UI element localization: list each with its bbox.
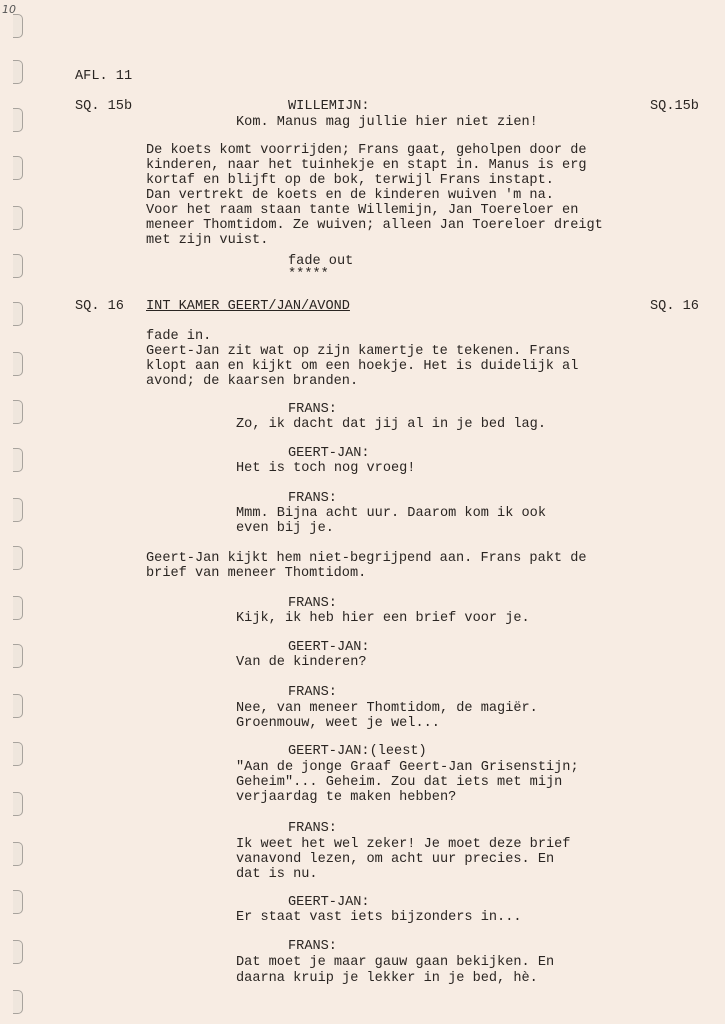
punch-hole bbox=[13, 14, 23, 38]
punch-hole bbox=[13, 792, 23, 816]
punch-hole bbox=[13, 108, 23, 132]
dialogue-line: even bij je. bbox=[236, 521, 334, 536]
action-line: avond; de kaarsen branden. bbox=[146, 374, 359, 389]
punch-hole bbox=[13, 940, 23, 964]
punch-hole bbox=[13, 302, 23, 326]
punch-hole bbox=[13, 890, 23, 914]
punch-hole bbox=[13, 990, 23, 1014]
speaker: FRANS: bbox=[288, 939, 337, 954]
dialogue-line: Geheim"... Geheim. Zou dat iets met mijn bbox=[236, 775, 563, 790]
dialogue-line: Het is toch nog vroeg! bbox=[236, 461, 416, 476]
action-line: fade in. bbox=[146, 329, 212, 344]
action-line: Dan vertrekt de koets en de kinderen wuiven 'm na. bbox=[146, 188, 554, 203]
dialogue-line: Kijk, ik heb hier een brief voor je. bbox=[236, 611, 530, 626]
scene-heading: INT KAMER GEERT/JAN/AVOND bbox=[146, 299, 350, 314]
binder-punch-strip bbox=[0, 0, 30, 1024]
dialogue-line: Groenmouw, weet je wel... bbox=[236, 716, 440, 731]
action-line: kortaf en blijft op de bok, terwijl Frans instapt. bbox=[146, 173, 554, 188]
punch-hole bbox=[13, 742, 23, 766]
scene-end-stars: ***** bbox=[288, 267, 329, 282]
dialogue-line: Van de kinderen? bbox=[236, 655, 367, 670]
action-line: kinderen, naar het tuinhekje en stapt in. Manus is erg bbox=[146, 158, 587, 173]
dialogue-line: "Aan de jonge Graaf Geert-Jan Grisenstijn; bbox=[236, 760, 579, 775]
dialogue-line: Ik weet het wel zeker! Je moet deze brief bbox=[236, 837, 571, 852]
action-line: met zijn vuist. bbox=[146, 233, 269, 248]
punch-hole bbox=[13, 254, 23, 278]
sequence-label-left: SQ. 15b bbox=[75, 99, 133, 114]
speaker: GEERT-JAN: bbox=[288, 640, 370, 655]
speaker: FRANS: bbox=[288, 402, 337, 417]
speaker: GEERT-JAN:(leest) bbox=[288, 744, 427, 759]
punch-hole bbox=[13, 546, 23, 570]
dialogue-line: Nee, van meneer Thomtidom, de magiër. bbox=[236, 701, 538, 716]
speaker: FRANS: bbox=[288, 821, 337, 836]
sequence-label-right: SQ.15b bbox=[650, 99, 699, 114]
punch-hole bbox=[13, 206, 23, 230]
episode-label: AFL. 11 bbox=[75, 69, 133, 84]
speaker: FRANS: bbox=[288, 491, 337, 506]
dialogue-line: Er staat vast iets bijzonders in... bbox=[236, 910, 522, 925]
speaker: GEERT-JAN: bbox=[288, 895, 370, 910]
action-line: De koets komt voorrijden; Frans gaat, geholpen door de bbox=[146, 143, 587, 158]
action-line: Voor het raam staan tante Willemijn, Jan Toereloer en bbox=[146, 203, 579, 218]
dialogue-line: Dat moet je maar gauw gaan bekijken. En bbox=[236, 955, 555, 970]
dialogue-line: vanavond lezen, om acht uur precies. En bbox=[236, 852, 555, 867]
speaker: GEERT-JAN: bbox=[288, 446, 370, 461]
speaker: FRANS: bbox=[288, 596, 337, 611]
sequence-label-left: SQ. 16 bbox=[75, 299, 124, 314]
punch-hole bbox=[13, 448, 23, 472]
punch-hole bbox=[13, 400, 23, 424]
dialogue-line: verjaardag te maken hebben? bbox=[236, 790, 457, 805]
punch-hole bbox=[13, 352, 23, 376]
dialogue-line: Zo, ik dacht dat jij al in je bed lag. bbox=[236, 417, 546, 432]
dialogue-line: daarna kruip je lekker in je bed, hè. bbox=[236, 971, 538, 986]
action-line: Geert-Jan kijkt hem niet-begrijpend aan. Frans pakt de bbox=[146, 551, 587, 566]
transition: fade out bbox=[288, 254, 354, 269]
action-line: Geert-Jan zit wat op zijn kamertje te tekenen. Frans bbox=[146, 344, 571, 359]
punch-hole bbox=[13, 596, 23, 620]
speaker: FRANS: bbox=[288, 685, 337, 700]
punch-hole bbox=[13, 694, 23, 718]
speaker: WILLEMIJN: bbox=[288, 99, 370, 114]
punch-hole bbox=[13, 498, 23, 522]
dialogue-line: Mmm. Bijna acht uur. Daarom kom ik ook bbox=[236, 506, 546, 521]
punch-hole bbox=[13, 842, 23, 866]
punch-hole bbox=[13, 156, 23, 180]
handwritten-page-number: 10 bbox=[2, 3, 16, 16]
sequence-label-right: SQ. 16 bbox=[650, 299, 699, 314]
action-line: brief van meneer Thomtidom. bbox=[146, 566, 367, 581]
punch-hole bbox=[13, 644, 23, 668]
action-line: meneer Thomtidom. Ze wuiven; alleen Jan Toereloer dreigt bbox=[146, 218, 603, 233]
dialogue-line: dat is nu. bbox=[236, 867, 318, 882]
punch-hole bbox=[13, 60, 23, 84]
dialogue-line: Kom. Manus mag jullie hier niet zien! bbox=[236, 115, 538, 130]
action-line: klopt aan en kijkt om een hoekje. Het is duidelijk al bbox=[146, 359, 579, 374]
